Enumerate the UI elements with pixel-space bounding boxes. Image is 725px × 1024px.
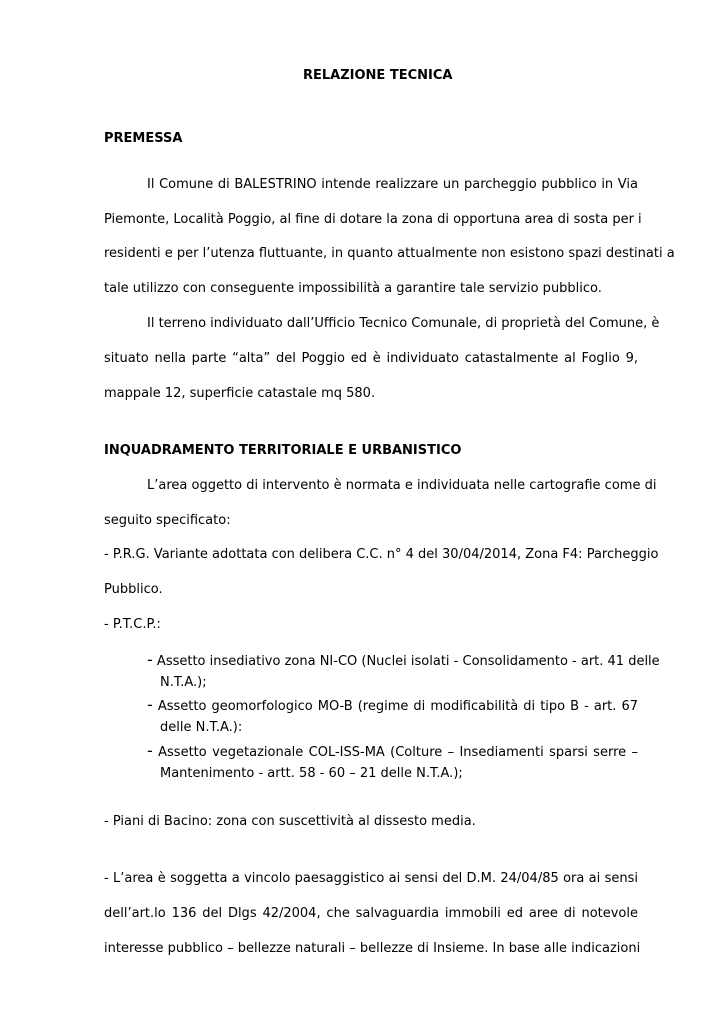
- ptcp-item: [147, 697, 638, 715]
- paragraph-line: Il terreno individuato dall’Ufficio Tecnico Comunale, di proprietà del Comune, è: [147, 316, 660, 331]
- paragraph-line: situato nella parte “alta” del Poggio ed è individuato catastalmente al Foglio 9,: [104, 351, 638, 366]
- list-bullet: -: [147, 650, 153, 669]
- paragraph-line: L’area oggetto di intervento è normata e individuata nelle cartografie come di: [147, 478, 657, 493]
- paragraph-line: residenti e per l’utenza fluttuante, in quanto attualmente non esistono spazi destinati a: [104, 246, 675, 261]
- ptcp-item: [147, 650, 660, 670]
- document-title: RELAZIONE TECNICA: [303, 68, 453, 83]
- prg-line: Pubblico.: [104, 582, 163, 597]
- vincolo-line: dell’art.lo 136 del Dlgs 42/2004, che salvaguardia immobili ed aree di notevole: [104, 906, 638, 921]
- list-bullet: -: [147, 741, 153, 760]
- ptcp-item-text: Assetto insediativo zona NI-CO (Nuclei isolati - Consolidamento - art. 41 delle: [156, 654, 660, 669]
- vincolo-line: - L’area è soggetta a vincolo paesaggistico ai sensi del D.M. 24/04/85 ora ai sensi: [104, 871, 638, 886]
- ptcp-item-continuation: N.T.A.);: [160, 675, 207, 690]
- vincolo-line: interesse pubblico – bellezze naturali – bellezze di Insieme. In base alle indicazioni: [104, 941, 641, 956]
- list-bullet: -: [147, 695, 153, 714]
- section-heading-premessa: PREMESSA: [104, 131, 183, 146]
- paragraph-line: seguito specificato:: [104, 513, 231, 528]
- section-heading-inquadramento: INQUADRAMENTO TERRITORIALE E URBANISTICO: [104, 443, 462, 458]
- paragraph-line: mappale 12, superficie catastale mq 580.: [104, 386, 376, 401]
- paragraph-line: Piemonte, Località Poggio, al fine di dotare la zona di opportuna area di sosta per i: [104, 212, 642, 227]
- prg-line: - P.R.G. Variante adottata con delibera C.C. n° 4 del 30/04/2014, Zona F4: Parcheggio: [104, 547, 659, 562]
- piani-line: - Piani di Bacino: zona con suscettività al dissesto media.: [104, 814, 476, 829]
- ptcp-item-text: Assetto vegetazionale COL-ISS-MA (Colture – Insediamenti sparsi serre –: [158, 745, 638, 760]
- ptcp-heading: - P.T.C.P.:: [104, 617, 161, 632]
- ptcp-item: [147, 743, 638, 761]
- paragraph-line: tale utilizzo con conseguente impossibilità a garantire tale servizio pubblico.: [104, 281, 602, 296]
- paragraph-line: Il Comune di BALESTRINO intende realizzare un parcheggio pubblico in Via: [147, 177, 638, 192]
- ptcp-item-continuation: Mantenimento - artt. 58 - 60 – 21 delle N.T.A.);: [160, 766, 463, 781]
- ptcp-item-continuation: delle N.T.A.):: [160, 720, 243, 735]
- ptcp-item-text: Assetto geomorfologico MO-B (regime di modificabilità di tipo B - art. 67: [157, 699, 638, 714]
